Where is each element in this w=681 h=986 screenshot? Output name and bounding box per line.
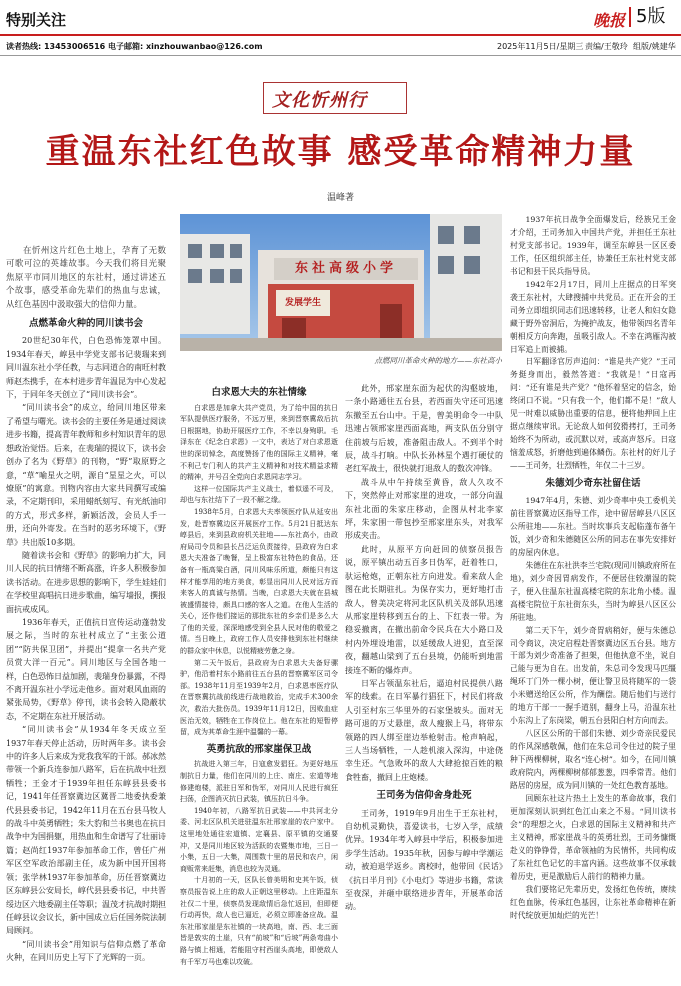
article-photo xyxy=(180,214,502,351)
article-author: 温峰著 xyxy=(326,193,354,203)
subheading-wang-siwu: 王司务为信仰舍身赴死 xyxy=(376,790,472,802)
page-header xyxy=(0,0,681,32)
newspaper-logo: 晚报 xyxy=(593,11,626,30)
column-logo xyxy=(263,82,407,114)
paragraph: 此时，从原平方向赶回的侦察员报告说，原平镇出动五百多日伪军，赶着牲口，驮运枪炮，正朝东社方向进发。看来敌人企图在此长期驻扎。为保存实力，更好地打击敌人，曾美决定将河北区队机关及部队迅速从邢家崖转移到五台的上、下红表一带。为稳妥撤离，在撤出前命令民兵在大小路口及村内外埋设地雷，以延缓敌人进犯，直至深夜，翻越山梁到了五台县境，仍能听到地雷接连不断的爆炸声。 xyxy=(345,544,503,675)
article-lead: 在忻州这片红色土地上，孕育了无数可歌可泣的英雄故事。今天我们将目光聚焦原平市同川地区的东社村，通过讲述五个故事，感受革命先辈们的热血与忠诚，从红色基因中汲取强大的信仰力量。 xyxy=(6,246,166,310)
paragraph: 日军翻译官厉声追问：“谁是共产党？”王司务挺身而出，毅然答道：“我就是！”日寇再问：“还有谁是共产党？”他怀着坚定的信念，始终闭口不说。“只有我一个，他们都不是！”敌人见一时难以威胁出重要的信息，便将他押回上庄据点继续审讯。无论敌人如何狡猾拷打，王司务始终不为所动，或沉默以对，或高声怒斥。日寇恼羞成怒，折磨他到遍体鳞伤。东社村的好儿子——王司务，壮烈牺牲，年仅二十三岁。 xyxy=(510,357,676,471)
paragraph: 我们要铭记先辈历史，发扬红色传统，赓续红色血脉，传承红色基因，让东社革命精神在新时代绽放更加灿烂的光芒！ xyxy=(510,884,676,920)
paragraph: 1942年2月17日，同川上庄据点的日军突袭王东社村，大肆搜捕中共党员。正在开会的王司务立即组织同志们迅速转移，让老人和妇女隐藏于野外窑洞后，为掩护战友，他带领四名青年朝相反方向奔跑，虽吸引敌人。不幸在鸿雁沟被日军追上而被捕。 xyxy=(510,279,676,354)
paragraph: 1940年初，八路军抗日武装——中共河北分委、河北区队机关进驻温东社邢家崖的农户家中。这里地处通往宏道镇、定襄县、原平镇的交通要冲，又是同川地区较为活跃的农暨集市地，三日一小集，五日一大集，周围数十里的居民和农户，闲商贩常来赶集，消息也较为灵通。 xyxy=(180,806,338,873)
article-column-2 xyxy=(180,382,338,968)
article-column-3 xyxy=(345,382,503,914)
issue-date: 2025年11月5日/星期三 xyxy=(497,42,584,51)
header-divider xyxy=(0,34,681,36)
section-title: 特别关注 xyxy=(6,11,67,29)
article-column-4 xyxy=(510,214,676,922)
paragraph: “同川读书会”从1934年冬天成立至1937年春天停止活动，历时两年多。读书会中的许多人后来成为党我我军的干部。郝冰然带领一个新兵连参加八路军，后在抗战中壮烈牺牲；王金才于1939年担任东崞县县委书记，1941年任晋察冀边区冀晋二地委执委兼代县县委书记，1942年11月在五台县马牧人的战斗中英勇牺牲；朱大豹和兰书奥也在抗日战争中为国捐躯，用热血和生命谱写了壮丽诗篇；赵尚红1937年参加革命工作，曾任广州军区空军政治部副主任，成为新中国开国将领；张学林1937年参加革命，历任晋察冀边区东崞县公安局长，崞代县县委书记，中共晋绥边区六地委副主任等职；温茂才抗战时期担任崞县议会议长，新中国成立后任国务院法制局顾问。 xyxy=(6,725,166,936)
paragraph: 战斗从中午持续至黄昏，敌人久攻不下，突然停止对邢家崖的进攻，一部分向温东社北面的朱家庄移动，企图从村北李家坪，朱家围一带包抄至邢家崖东头，对我军形成夹击。 xyxy=(345,477,503,541)
paragraph: 随着读书会和《野草》的影响力扩大，同川人民的抗日情绪不断高涨，许多人积极参加读书活动。在进步思想的影响下，学生娃娃们在学校里高唱抗日进步歌曲，编写墙报，撰报面抗戒成风。 xyxy=(6,550,166,614)
paragraph: 第二天午饭后，县政府为白求恩大夫备好骡驴，他沿着村东小路前往五台县的晋察冀军区司令部。1938年11月至1939年2月，白求恩率医疗队在晋察冀抗战前线进行战地救治，完成手术300余次，救治大批伤员。1939年11月12日，因败血症医治无效，牺牲在工作岗位上。他在东社的短暂停留，成为其革命生涯中温馨的一幕。 xyxy=(180,658,338,737)
subheading-reading-society: 点燃革命火种的同川读书会 xyxy=(28,318,143,330)
paragraph: 王司务，1919年9月出生于王东社村，自幼机灵勤快，喜爱读书，七岁入学，成绩优异。1934年考入崞县中学后，积极参加进步学生活动。1935年秋，因参与崞中学潮运动，被迫退学返乡。离校时，他带回《民话》《抗日半月刊》《小电灯》等进步书籍，常读至夜深，并砸中联络进步青年，开展革命活动。 xyxy=(345,808,503,912)
paragraph: 抗战进入第三年，日寇愈发猖狂。为更好地压制抗日力量，他们在同川的上庄、南庄、宏道等地修建炮楼，派驻日军和伪军，对同川人民进行疯狂扫荡，企图消灭抗日武装，镇压抗日斗争。 xyxy=(180,760,338,804)
photo-caption: 点燃同川革命火种的地方——东社高小 xyxy=(374,356,502,365)
paragraph: 朱德住在东社洪李兰宅院(现同川镇政府所在地)，刘少奇因胃病发作，不便居住较潮湿的院子，便入住温东社温高楼宅院的东北角小楼。温高楼宅院位于东社街东头，当时为崞县八区区公所驻地。 xyxy=(510,560,676,622)
wall-slogan: 发展学生 xyxy=(284,298,321,308)
article-title: 重温东社红色故事 感受革命精神力量 xyxy=(45,132,636,172)
subheader-bar xyxy=(0,39,681,53)
page-number: 5版 xyxy=(629,7,665,27)
paragraph: 20世纪30年代，白色恐怖笼罩中国。1934年春天，崞县中学党支部书记裴瑞来到同川温东社小学任教，与志同道合的南旺村教师赵杰携手，在本村进步青年温昆为中心发起下，于同年冬天创立了“同川读书会”。 xyxy=(6,336,166,400)
school-sign: 东社高级小学 xyxy=(294,261,397,276)
subheading-zhu-de-liu-shaoqi: 朱德刘少奇东社留住话 xyxy=(545,478,641,490)
paragraph: 八区区公所的干部们朱德、刘少奇亲民爱民的作风深感敬佩，他们在朱总司令住过的院子里种下两棵柳树，取名“连心树”。如今，在同川镇政府院内，两棵柳树郁郁葱葱，四季常青。他们路居的房屋，成为同川镇的一处红色教育基地。 xyxy=(510,729,676,790)
school-building-illustration xyxy=(180,214,502,351)
paragraph: 1936年春天，正值抗日宣传运动蓬勃发展之际，当时的东社村成立了“主张公道团”“防共保卫团”，并提出“提拿一名共产党员赏大洋一百元”。同川地区与全国各地一样，白色恐怖日益加剧，裴瑞身份暴露，不得不离开温东社小学远走他乡。面对艰风血雨的紧张局势，《野草》停刊，读书会转入隐蔽状态，不定期在东社开展活动。 xyxy=(6,617,166,721)
article-column-1 xyxy=(6,245,166,965)
paragraph: 这样一位国际共产主义战士，着似遥不可及，却也与东社结下了一段不解之缘。 xyxy=(180,484,338,505)
paragraph: 白求恩是加拿大共产党员，为了给中国的抗日军队提供医疗服务，不远万里，来到晋察冀敌后抗日根据地，协助开展医疗工作，不幸以身殉职。毛泽东在《纪念白求恩》一文中，表达了对白求恩逝世的深切悼念，高度赞扬了他的国际主义精神，毫不利己专门利人的共产主义精神和对技术精益求精的精神，并号召全党向白求恩同志学习。 xyxy=(180,403,338,482)
paragraph: 回顾东社这片热土上发生的革命故事，我们更加深刻认识到红色江山来之不易。“同川读书会”的理想之火，白求恩的国际主义精神和共产主义精神，邢家崖战斗的英勇壮烈，王司务慷慨赴义的铮铮骨，革命领袖的为民情怀，共同构成了东社红色记忆的丰富内涵。这些故事不仅承载着历史，更是激励后人前行的精神力量。 xyxy=(510,793,676,881)
paragraph: “同川读书会”的成立，给同川地区带来了希望与曙光。读书会的主要任务是通过阅读进步书籍，提高青年教师和乡村知识青年的思想政治觉悟。后来，在裴瑞的提议下，读书会创办了名为《野草》的刊物，“野”取原野之意，“草”喻星火之明，源自“星星之火，可以燎原”的寓意。刊物内容由大家共同撰写或编录，不定期刊印，采用蜡纸刻写、有光纸油印的方式，形式多样，新颖活泼，会员人手一册，还向外寄发。在当时的恶劣环境下，《野草》共出版10多期。 xyxy=(6,403,166,547)
paragraph: 此外，邢家崖东面为起伏的沟壑坡地，一条小路通往五台县，若西面失守还可迅速东撤至五台山中。于是，曾美明命令一中队迅速占领邢家崖西面高地，两支队伍分别守住前坡与后坡，准备阻击敌人。不到半个时辰，战斗打响。中队长孙林星个遇打硬仗的老红军战士，很快就打退敌人的数次冲锋。 xyxy=(345,384,503,474)
subheading-battle: 英勇抗敌的邢家崖保卫战 xyxy=(206,743,312,755)
hotline: 读者热线: 13453006516 xyxy=(6,42,106,51)
email: 电子邮箱: xinzhouwanbao@126.com xyxy=(108,42,263,51)
layout-editor: 组版/姚建华 xyxy=(633,42,676,51)
paragraph: 1938年5月，白求恩大夫率领医疗队从延安出发，赴晋察冀边区开展医疗工作。5月21日抵达东崞县后，来到县政府机关驻地——东社高小，由政府局司令员和县长吕泛运负责接待，县政府为白求恩大夫准备了晚餐，呈上极富东社特色的食品，还备有一瓶高粱白酒，同川风味乐所道，颇能只有这样才能享用的地方美食，彰显出同川人民对远方而来客人的真诚与热情。当晚，白求恩大夫就在县城被盛情接待，颇具口感的客人之道。在他人生活的关心，还作他们接运的那批东社的乡亲们是多么大了他的关爱，深深地感受到全县人民对他的敬爱之情。当日晚上，政府工作人员安排他到东社村继续的群众家中休息，以悦精疲劳惫之身。 xyxy=(180,507,338,656)
column-logo-text: 文化忻州行 xyxy=(272,90,367,111)
subheader-divider xyxy=(0,55,681,56)
paragraph: 1937年抗日战争全面爆发后，经族兄王金才介绍，王司务加入中国共产党，并担任王东社村党支部书记。1939年，调至东崞县一区区委工作，任区组织部主任，协兼任王东社村党支部书记和县干民兵指导员。 xyxy=(510,215,676,276)
editor: 责编/王敬玲 xyxy=(585,42,628,51)
paragraph: 日军占领温东社后，逼迫村民提供八路军的线索。在日军暴行猖狂下，村民们将敌人引至村东三华里外的石家堡坡头。面对无路可退的万丈悬崖，敌人瘦猴上马，将带东领路的四人绑至崖边举枪射击。枪声响起，三人当场牺牲，一人趁机滚入深沟，中途侥幸生还。气急败坏的敌人大肆抢掠百姓的粮食牲畜，撤回上庄炮楼。 xyxy=(345,678,503,782)
paragraph: 十月初的一天，区队长曾美明和史其午饭，侦察员报告说上庄的敌人正朝这里移动。上庄距温东社仅二十里，侦察员发现敌情后急忙返回，但即便行动再快，敌人也已逼近，必须立即准备应战。温东社邢家崖是东社镇的一块高地，南、西、北三面皆是敦实的土崖，只有“前坡”和“后坡”两条弯曲小路与镇上相通，若能阻守村西崖头高地，即使敌人有千军万马也难以攻破。 xyxy=(180,876,338,966)
paragraph: 第二天下午，刘少奇胃病稍好，便与朱德总司令商议，决定启程赴晋察冀边区五台县。地方干部为刘少奇准备了担架，但他执意不坐，说自己能与更为自在。出发前，朱总司令发现马匹缰绳环丁门外一棵小树，便让警卫员将随军的一袋小米赠送给区公所，作为酬偿。随后他们与送行的地方干部一一握手道别，翻身上马，沿温东社小东沟上了东岗梁，朝五台县阳白村方向而去。 xyxy=(510,625,676,726)
paragraph: 1947年4月，朱德、刘少奇率中央工委机关前往晋察冀边区指导工作，途中留居崞县八区区公所驻地——东社。当时坎事兵支起临蓬布备午饭，刘少奇和朱德随区公所的同志在事先安排好的房屋内休息。 xyxy=(510,496,676,557)
subheading-bethune: 白求恩大夫的东社情缘 xyxy=(211,387,307,398)
paragraph: “同川读书会”用知识与信仰点燃了革命火种，在同川历史上写下了光辉的一页。 xyxy=(6,939,166,963)
